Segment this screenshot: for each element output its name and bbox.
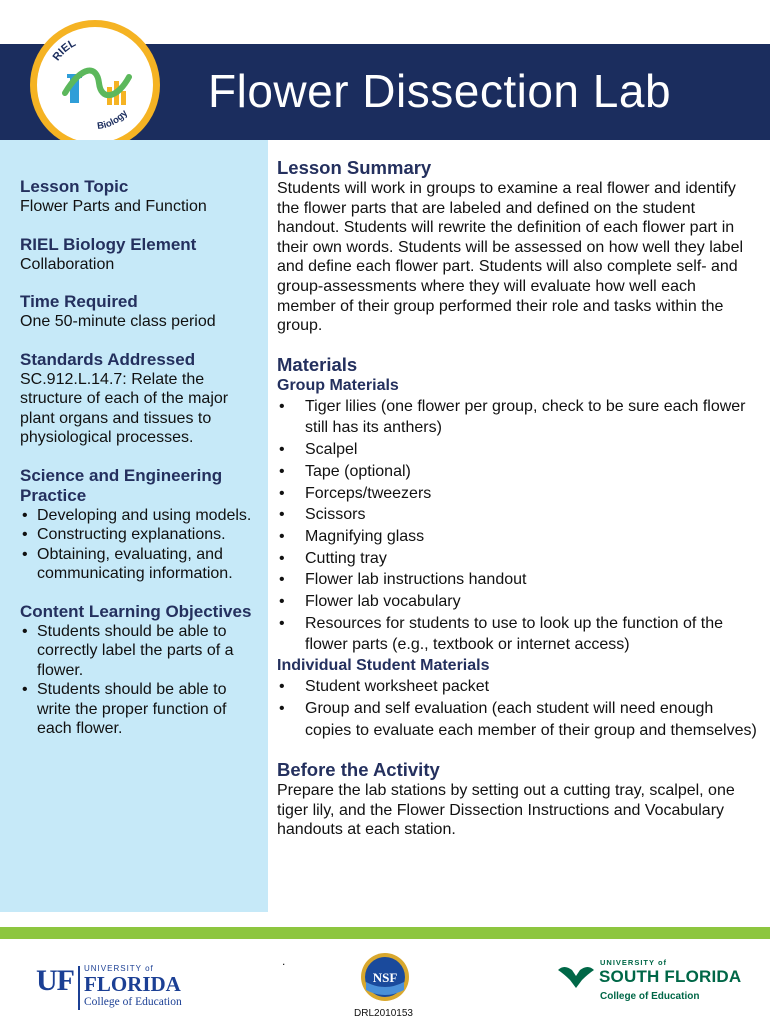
usf-logo bbox=[556, 958, 742, 1008]
list-item: • Developing and using models. bbox=[20, 506, 260, 526]
summary-text: Students will work in groups to examine a real flower and identify the flower parts that are labeled and defined on the student handout. Students will rewrite the definition of each flower part in their own words. Students will be assessed on how well they label and define each flower part. Students will also complete self- and group-assessments where they will evaluate how well each member of their group performed their role and tasks within the group. bbox=[277, 180, 744, 335]
list-item: • Cutting tray bbox=[277, 548, 757, 570]
list-item: • Tiger lilies (one flower per group, check to be sure each flower still has its anthers) bbox=[277, 396, 757, 439]
standards-section bbox=[20, 350, 260, 448]
list-item: • Flower lab vocabulary bbox=[277, 591, 757, 613]
list-item: • Students should be able to correctly label the parts of a flower. bbox=[20, 622, 260, 681]
materials-section bbox=[277, 354, 757, 742]
list-item: • Students should be able to write the proper function of each flower. bbox=[20, 680, 260, 739]
bull-horns-icon bbox=[556, 962, 596, 992]
objectives-list bbox=[20, 622, 260, 739]
usf-name: SOUTH FLORIDA bbox=[599, 967, 742, 986]
uf-logo bbox=[36, 962, 186, 1014]
riel-element-heading: RIEL Biology Element bbox=[20, 234, 197, 254]
time-required-section bbox=[20, 292, 260, 332]
footer-divider bbox=[0, 927, 770, 939]
materials-heading: Materials bbox=[277, 353, 358, 375]
before-activity-section bbox=[277, 759, 757, 840]
objectives-heading: Content Learning Objectives bbox=[20, 601, 252, 621]
logo-top-text: RIEL bbox=[50, 37, 78, 64]
riel-element-section bbox=[20, 235, 260, 275]
main-content bbox=[277, 157, 757, 840]
nsf-logo bbox=[360, 952, 410, 1002]
list-item: • Tape (optional) bbox=[277, 461, 757, 483]
list-item: • Resources for students to use to look up the function of the flower parts (e.g., textbook or internet access) bbox=[277, 613, 757, 656]
summary-section bbox=[277, 157, 757, 336]
svg-text:Biology bbox=[96, 107, 130, 132]
riel-element-text: Collaboration bbox=[20, 255, 115, 273]
nsf-grant-number: DRL2010153 bbox=[354, 1008, 413, 1019]
lesson-topic-section bbox=[20, 177, 260, 217]
list-item: • Scalpel bbox=[277, 439, 757, 461]
uf-university-of: UNIVERSITY of bbox=[84, 964, 154, 973]
uf-divider bbox=[78, 966, 80, 1010]
time-required-heading: Time Required bbox=[20, 292, 138, 311]
science-practice-heading: Science and Engineering Practice bbox=[20, 465, 223, 505]
list-item: • Forceps/tweezers bbox=[277, 483, 757, 505]
lesson-topic-heading: Lesson Topic bbox=[20, 177, 129, 196]
summary-heading: Lesson Summary bbox=[277, 157, 432, 178]
sidebar-content bbox=[20, 177, 260, 757]
list-item: • Obtaining, evaluating, and communicating information. bbox=[20, 545, 260, 584]
before-activity-text: Prepare the lab stations by setting out a cutting tray, scalpel, one tiger lily, and the Flower Dissection Instructions and Vocabulary handouts at each station. bbox=[277, 782, 735, 839]
before-activity-heading: Before the Activity bbox=[277, 759, 440, 781]
usf-university-of: UNIVERSITY of bbox=[600, 958, 668, 967]
list-item: • Constructing explanations. bbox=[20, 525, 260, 545]
footer-dot: . bbox=[282, 954, 286, 968]
list-item: • Magnifying glass bbox=[277, 526, 757, 548]
objectives-section bbox=[20, 602, 260, 739]
individual-materials-list bbox=[277, 676, 757, 741]
uf-college: College of Education bbox=[84, 996, 182, 1008]
standards-text: SC.912.L.14.7: Relate the structure of each of the major plant organs and tissues to physiological processes. bbox=[20, 370, 229, 446]
list-item: • Scissors bbox=[277, 504, 757, 526]
standards-heading: Standards Addressed bbox=[20, 349, 196, 369]
logo-bottom-text: Biology bbox=[96, 107, 131, 133]
list-item: • Group and self evaluation (each student will need enough copies to evaluate each member of their group and themselves) bbox=[277, 698, 757, 741]
usf-college: College of Education bbox=[600, 991, 700, 1002]
nsf-label: NSF bbox=[372, 970, 398, 985]
time-required-text: One 50-minute class period bbox=[20, 313, 216, 330]
group-materials-heading: Group Materials bbox=[277, 376, 399, 394]
science-practice-section bbox=[20, 466, 260, 584]
lesson-topic-text: Flower Parts and Function bbox=[20, 198, 207, 215]
list-item: • Flower lab instructions handout bbox=[277, 569, 757, 591]
list-item: • Student worksheet packet bbox=[277, 676, 757, 698]
science-practice-list bbox=[20, 506, 260, 584]
uf-name: FLORIDA bbox=[84, 972, 181, 996]
svg-text:RIEL bbox=[51, 37, 79, 63]
riel-biology-logo bbox=[30, 20, 160, 150]
individual-materials-heading: Individual Student Materials bbox=[277, 657, 490, 675]
uf-letters: UF bbox=[36, 964, 74, 997]
page-title: Flower Dissection Lab bbox=[208, 65, 672, 117]
group-materials-list bbox=[277, 396, 757, 656]
